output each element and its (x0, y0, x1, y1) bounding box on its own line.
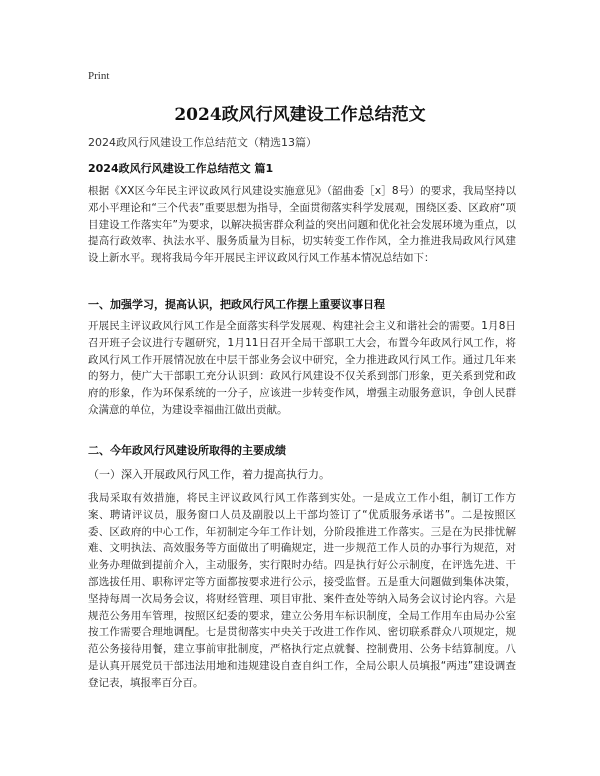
section2-paragraph: 我局采取有效措施，将民主评议政风行风工作落到实处。一是成立工作小组，制订工作方案、聘请评议员，服务窗口人员及副股以上干部均签订了“优质服务承诺书”。二是按照区委、区政府的中心工作，年初制定今年工作计划，分阶段推进工作落实。三是在为民排忧解难、文明执法、高效服务等方面做出了明确规定，进一步规范工作人员的办事行为规范，对业务办理做到提前介入，主动服务，实行限时办结。四是执行好公示制度，在评选先进、干部选拔任用、职称评定等方面都按要求进行公示，接受监督。五是重大问题做到集体决策，坚持每周一次局务会议，将财经管理、项目审批、案件查处等纳入局务会议讨论内容。六是规范公务用车管理，按照区纪委的要求，建立公务用车标识制度，全局工作用车由局办公室按工作需要合理地调配。七是贯彻落实中央关于改进工作作风、密切联系群众八项规定，规范公务接待用餐，建立事前审批制度，严格执行定点就餐、控制费用、公务卡结算制度。八是认真开展党员干部违法用地和违规建设自查自纠工作，全局公职人员填报“两违”建设调查登记表，填报率百分百。 (88, 492, 516, 689)
section1-paragraph: 开展民主评议政风行风工作是全面落实科学发展观、构建社会主义和谐社会的需要。1月8日召开班子会议进行专题研究，1月11日召开全局干部职工大会，布置今年政风行风工作，将政风行风工作开展情况放在中层干部业务会议中研究，全力推进政风行风工作。通过几年来的努力，使广大干部职工充分认识到：政风行风建设不仅关系到部门形象，更关系到党和政府的形象，作为环保系统的一分子，应该进一步转变作风，增强主动服务意识，争创人民群众满意的单位，为建设幸福曲江做出贡献。 (88, 320, 516, 416)
section2-heading: 二、今年政风行风建设所取得的主要成绩 (88, 444, 286, 457)
document-title: 2024政风行风建设工作总结范文 (174, 105, 426, 125)
intro-paragraph: 根据《XX区今年民主评议政风行风建设实施意见》（韶曲委［x］8号）的要求，我局坚持以邓小平理论和“三个代表”重要思想为指导，全面贯彻落实科学发展观，围绕区委、区政府“项目建设工作落实年”为要求，以解决损害群众利益的突出问题和优化社会发展环境为重点，以提高行政效率、执法水平、服务质量为目标，切实转变工作作风，全力推进我局政风行风建设上新水平。现将我局今年开展民主评议政风行风工作基本情况总结如下： (88, 185, 516, 265)
document-subtitle: 2024政风行风建设工作总结范文（精选13篇） (88, 136, 317, 149)
print-label[interactable]: Print (88, 70, 110, 82)
section1-heading: 一、加强学习，提高认识，把政风行风工作摆上重要议事日程 (88, 298, 385, 311)
article-heading: 2024政风行风建设工作总结范文 篇1 (88, 162, 274, 175)
section2-subpoint-1: （一）深入开展政风行风工作，着力提高执行力。 (88, 468, 330, 481)
